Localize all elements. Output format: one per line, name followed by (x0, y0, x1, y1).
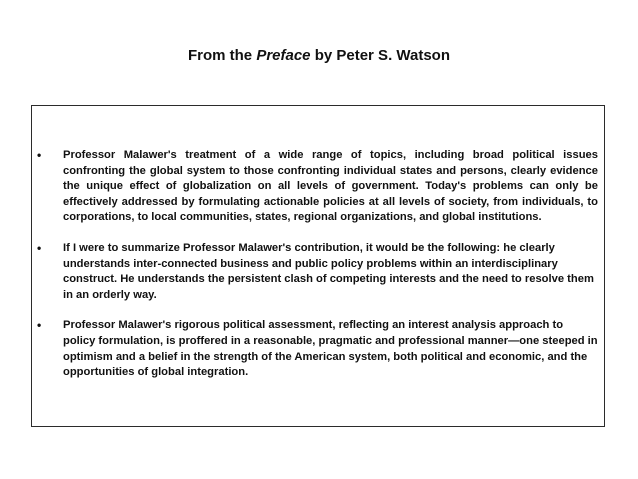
title-suffix: by Peter S. Watson (310, 47, 451, 64)
bullet-item (32, 241, 604, 303)
bullet-text: Professor Malawer's rigorous political assessment, reflecting an interest analysis approach to policy formulation, is proffered in a reasonable, pragmatic and professional manner—one steeped in optimism and a belief in the strength of the American system, both political and economic, and the opportunities of global integration. (63, 319, 598, 379)
title-italic-word: Preface (256, 47, 311, 64)
bullet-icon: • (37, 148, 42, 162)
bullet-icon: • (37, 240, 42, 255)
slide-title (0, 46, 638, 66)
bullet-item (32, 318, 604, 380)
bullet-item (32, 148, 604, 226)
bullet-list (32, 148, 604, 396)
quote-box (31, 105, 605, 427)
bullet-icon: • (37, 318, 42, 333)
title-prefix: From the (187, 47, 257, 64)
bullet-text: If I were to summarize Professor Malawer's contribution, it would be the following: he clearly understands inter-connected business and public policy problems within an interdisciplinary construct. He understands the persistent clash of competing interests and the need to resolve them in an orderly way. (63, 241, 594, 301)
bullet-text: Professor Malawer's treatment of a wide range of topics, including broad political issues confronting the global system to those confronting individual states and persons, clearly evidence the unique effect of globalization on all levels of government. Today's problems can only be effectively addressed by formulating actionable policies at all levels of society, from individuals, to corporations, to local communities, states, regional organizations, and global institutions. (63, 149, 598, 224)
